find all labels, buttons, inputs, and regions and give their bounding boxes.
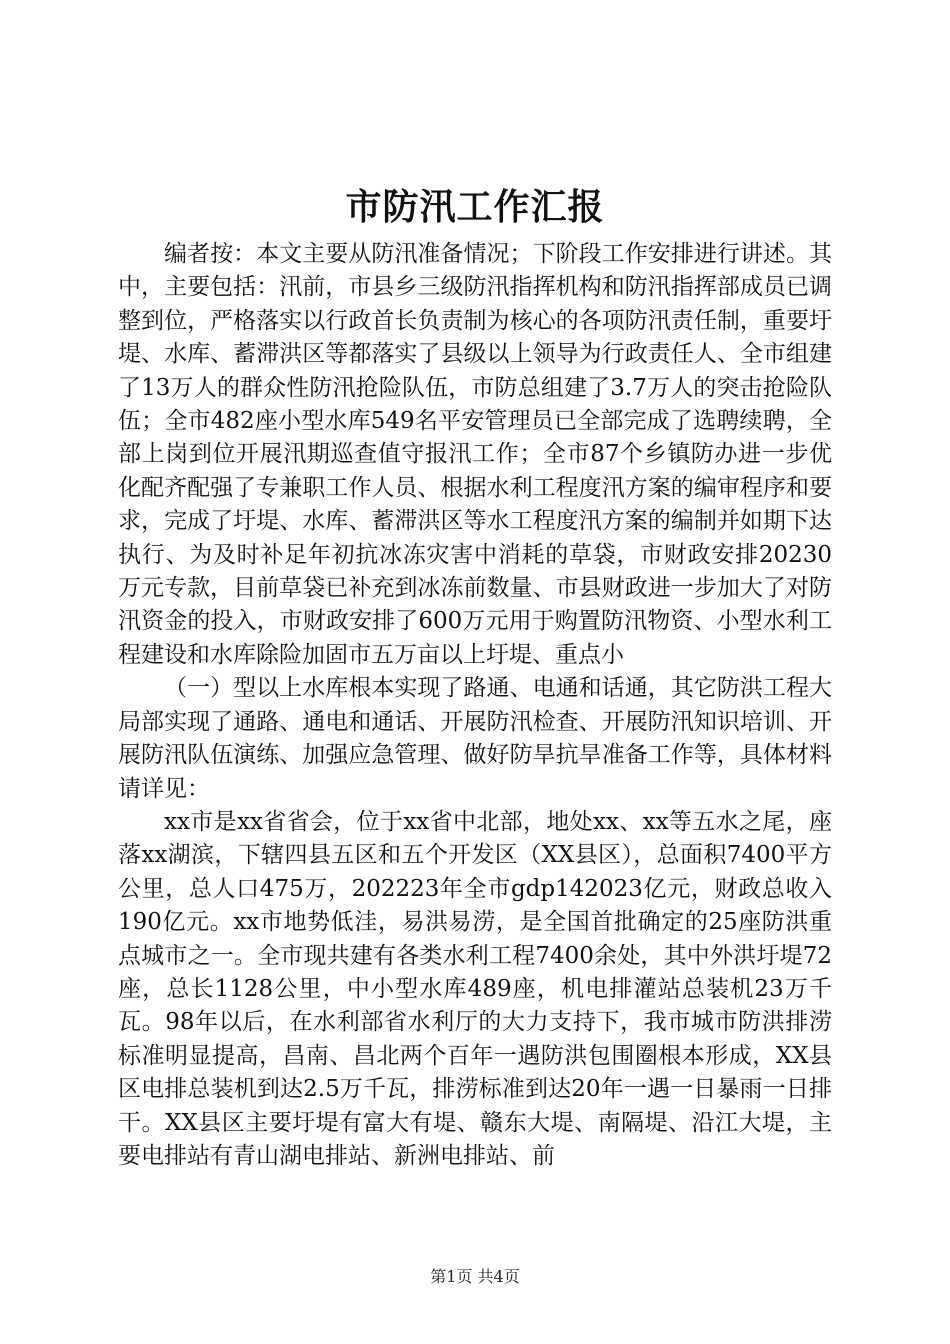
paragraph-section-one: （一）型以上水库根本实现了路通、电通和话通，其它防洪工程大局部实现了通路、通电和通话、开展防汛检查、开展防汛知识培训、开展防汛队伍演练、加强应急管理、做好防旱抗旱准备工作等，具体材料请详见： (118, 675, 832, 802)
paragraph-editor-note: 编者按：本文主要从防汛准备情况；下阶段工作安排进行讲述。其中，主要包括：汛前，市县乡三级防汛指挥机构和防汛指挥部成员已调整到位，严格落实以行政首长负责制为核心的各项防汛责任制，重要圩堤、水库、蓄滞洪区等都落实了县级以上领导为行政责任人、全市组建了13万人的群众性防汛抢险队伍，市防总组建了3.7万人的突击抢险队伍；全市482座小型水库549名平安管理员已全部完成了选聘续聘，全部上岗到位开展汛期巡查值守报汛工作；全市87个乡镇防办进一步优化配齐配强了专兼职工作人员、根据水利工程度汛方案的编审程序和要求，完成了圩堤、水库、蓄滞洪区等水工程度汛方案的编制并如期下达执行、为及时补足年初抗冰冻灾害中消耗的草袋，市财政安排20230万元专款，目前草袋已补充到冰冻前数量、市县财政进一步加大了对防汛资金的投入，市财政安排了600万元用于购置防汛物资、小型水利工程建设和水库除险加固市五万亩以上圩堤、重点小 (118, 241, 832, 668)
page-footer: 第1页 共4页 (430, 1267, 520, 1286)
paragraph-city-overview: xx市是xx省省会，位于xx省中北部，地处xx、xx等五水之尾，座落xx湖滨，下辖四县五区和五个开发区（XX县区），总面积7400平方公里，总人口475万，202223年全市gdp142023亿元，财政总收入190亿元。xx市地势低洼，易洪易涝，是全国首批确定的25座防洪重点城市之一。全市现共建有各类水利工程7400余处，其中外洪圩堤72座，总长1128公里，中小型水库489座，机电排灌站总装机23万千瓦。98年以后，在水利部省水利厅的大力支持下，我市城市防洪排涝标准明显提高，昌南、昌北两个百年一遇防洪包围圈根本形成，XX县区电排总装机到达2.5万千瓦，排涝标准到达20年一遇一日暴雨一日排干。XX县区主要圩堤有富大有堤、赣东大堤、南隔堤、沿江大堤，主要电排站有青山湖电排站、新洲电排站、前 (118, 808, 832, 1169)
document-body (118, 238, 832, 1173)
document-title: 市防汛工作汇报 (345, 186, 605, 228)
